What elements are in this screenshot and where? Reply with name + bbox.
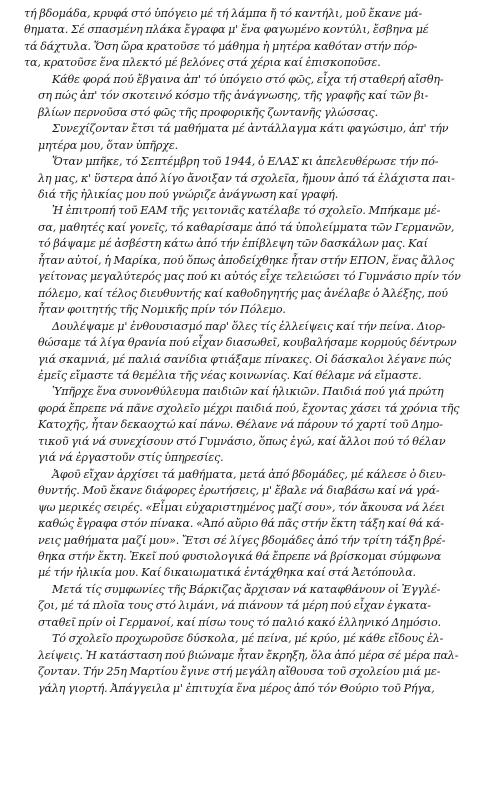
text-line: τό βάψαμε μέ ἀσβέστη κάτω ἀπό τήν ἐπίβλεψη τῶν δασκάλων μας. Καί	[38, 237, 428, 251]
text-line: θυντής. Μοῦ ἔκανε διάφορες ἐρωτήσεις, μ' ἔβαλε νά διαβάσω καί νά γρά-	[38, 484, 440, 498]
text-line: Κατοχῆς, ἦταν δεκαοχτώ καί πάνω. Θέλανε νά πάρουν τό χαρτί τοῦ Δημο-	[38, 418, 443, 432]
text-line: σταθεῖ πρίν οἱ Γερμανοί, καί πίσω τους τό παλιό κακό ἑλληνικό Δημόσιο.	[38, 615, 441, 629]
text-line: γιά νά ἐργαστοῦν στίς ὑπηρεσίες.	[38, 451, 224, 465]
text-line: μέ τήν ἡλικία μου. Καί δικαιωματικά ἐντάχθηκα καί στά Ἀετόπουλα.	[38, 566, 416, 580]
text-line: τα, κρατοῦσε ἕνα πλεκτό μέ βελόνες στά χέρια καί ἐπισκοποῦσε.	[24, 56, 381, 70]
text-line: φορά ἔπρεπε νά πᾶνε σχολεῖο μέχρι παιδιά πού, ἔχοντας χάσει τά χρόνια τῆς	[38, 401, 460, 415]
text-line: θηματα. Σέ σπασμένη πλάκα ἔγραφα μ' ἕνα φαγωμένο κοντύλι, ἔσβηνα μέ	[24, 23, 429, 37]
text-line: Ὅταν μπῆκε, τό Σεπτέμβρη τοῦ 1944, ὁ ΕΛΑΣ κι ἀπελευθέρωσε τήν πό-	[52, 155, 439, 169]
text-line: γιά σκαμνιά, μέ παλιά σανίδια φτιάξαμε πίνακες. Οἱ δάσκαλοι λέγανε πώς	[38, 352, 452, 366]
text-line: σα, μαθητές καί γονεῖς, τό καθαρίσαμε ἀπό τά ὑπολείμματα τῶν Γερμανῶν,	[38, 220, 455, 234]
text-line: τικοῦ γιά νά συνεχίσουν στό Γυμνάσιο, ὅπως ἐγώ, καί ἄλλοι πού τό θέλαν	[38, 434, 446, 448]
paragraph	[24, 384, 493, 466]
text-line: διά τῆς ἡλικίας μου πού γνώριζε ἀνάγνωση καί γραφή.	[38, 187, 339, 201]
text-line: Συνεχίζονταν ἔτσι τά μαθήματα μέ ἀντάλλαγμα κάτι φαγώσιμο, ἀπ' τήν	[52, 122, 449, 136]
text-line: Δουλέψαμε μ' ἐνθουσιασμό παρ' ὅλες τίς ἐλλείψεις καί τήν πείνα. Διορ-	[52, 319, 446, 333]
text-line: καθώς ἔγραφα στόν πίνακα. «Ἀπό αὔριο θά πᾶς στήν ἕκτη τάξη καί θά κά-	[38, 517, 444, 531]
text-line: νεις μαθήματα μαζί μου». Ἔτσι σέ λίγες βδομάδες ἀπό τήν τρίτη τάξη βρέ-	[38, 533, 446, 547]
paragraph	[24, 203, 493, 318]
text-line: τή βδομάδα, κρυφά στό ὑπόγειο μέ τή λάμπα ἤ τό καντήλι, μοῦ ἔκανε μά-	[24, 7, 423, 20]
text-line: βλίων περνοῦσα στό φῶς τῆς προφορικῆς ζωντανῆς γλώσσας.	[38, 105, 378, 119]
paragraph	[24, 631, 493, 697]
text-line: ψω μερικές σειρές. «Εἶμαι εὐχαριστημένος μαζί σου», τόν ἄκουσα νά λέει	[38, 500, 446, 514]
text-line: πόλεμο, καί τέλος διευθυντής καί καθοδηγητής μας ἀνέλαβε ὁ Ἀλέξης, πού	[38, 286, 448, 300]
text-line: Μετά τίς συμφωνίες τῆς Βάρκιζας ἄρχισαν νά καταφθάνουν οἱ Ἐγγλέ-	[52, 582, 441, 596]
text-line: τά δάχτυλα. Ὅση ὥρα κρατοῦσε τό μάθημα ἡ μητέρα καθόταν στήν πόρ-	[24, 39, 418, 53]
paragraph	[24, 121, 493, 154]
text-line: Τό σχολεῖο προχωροῦσε δύσκολα, μέ πείνα, μέ κρύο, μέ κάθε εἴδους ἐλ-	[52, 632, 444, 646]
text-line: θώσαμε τά λίγα θρανία πού εἶχαν διασωθεῖ, κουβαλήσαμε κορμούς δέντρων	[38, 336, 457, 350]
paragraph	[24, 467, 493, 582]
text-line: γάλη γιορτή. Ἀπάγγειλα μ' ἐπιτυχία ἕνα μέρος ἀπό τόν Θούριο τοῦ Ρήγα,	[38, 681, 435, 695]
paragraph	[24, 582, 493, 631]
text-line: λη μας, κ' ὕστερα ἀπό λίγο ἄνοιξαν τά σχολεῖα, ἤμουν ἀπό τά ἐλάχιστα παι-	[38, 171, 455, 185]
paragraph	[24, 72, 493, 121]
text-line: ζοι, μέ τά πλοῖα τους στό λιμάνι, νά πιάνουν τά μέρη πού εἶχαν ἐγκατα-	[38, 599, 431, 613]
paragraph	[24, 6, 493, 72]
text-line: Κάθε φορά πού ἔβγαινα ἀπ' τό ὑπόγειο στό φῶς, εἶχα τή σταθερή αἴσθη-	[52, 72, 444, 86]
paragraph	[24, 154, 493, 203]
text-line: ση πώς ἀπ' τόν σκοτεινό κόσμο τῆς ἀνάγνωσης, τῆς γραφῆς καί τῶν βι-	[38, 89, 429, 103]
text-line: μητέρα μου, ὅταν ὑπῆρχε.	[38, 138, 179, 152]
text-line: Ὑπῆρχε ἕνα συνονθύλευμα παιδιῶν καί ἡλικιῶν. Παιδιά πού γιά πρώτη	[52, 385, 444, 399]
text-line: ἦταν αὐτοί, ἡ Μαρίκα, πού ὅπως ἀποδείχθηκε ἦταν στήν ΕΠΟΝ, ἕνας ἄλλος	[38, 253, 455, 267]
text-line: λείψεις. Ἡ κατάσταση πού βιώναμε ἦταν ἔκρηξη, ὅλα ἀπό μέρα σέ μέρα παλ-	[38, 648, 459, 662]
text-line: Ἡ ἐπιτροπή τοῦ ΕΑΜ τῆς γειτονιᾶς κατέλαβε τό σχολεῖο. Μπήκαμε μέ-	[52, 204, 441, 218]
text-line: ζονταν. Τήν 25η Μαρτίου ἔγινε στή μεγάλη αἴθουσα τοῦ σχολείου μιά με-	[38, 665, 441, 679]
text-line: Ἀφοῦ εἴχαν ἀρχίσει τά μαθήματα, μετά ἀπό βδομάδες, μέ κάλεσε ὁ διευ-	[52, 467, 446, 481]
text-line: θηκα στήν ἕκτη. Ἐκεῖ πού φυσιολογικά θά ἔπρεπε νά βρίσκομαι σύμφωνα	[38, 549, 442, 563]
paragraph	[24, 319, 493, 385]
text-line: ἐμεῖς εἴμαστε τά θεμέλια τῆς νέας κοινωνίας. Καί θέλαμε νά εἴμαστε.	[38, 368, 422, 382]
text-line: ἦταν φοιτητής τῆς Νομικῆς πρίν τόν Πόλεμο.	[38, 303, 286, 317]
text-line: γείτονας μεγαλύτερός μας πού κι αὐτός εἶχε τελειώσει τό Γυμνάσιο πρίν τόν	[38, 270, 461, 284]
